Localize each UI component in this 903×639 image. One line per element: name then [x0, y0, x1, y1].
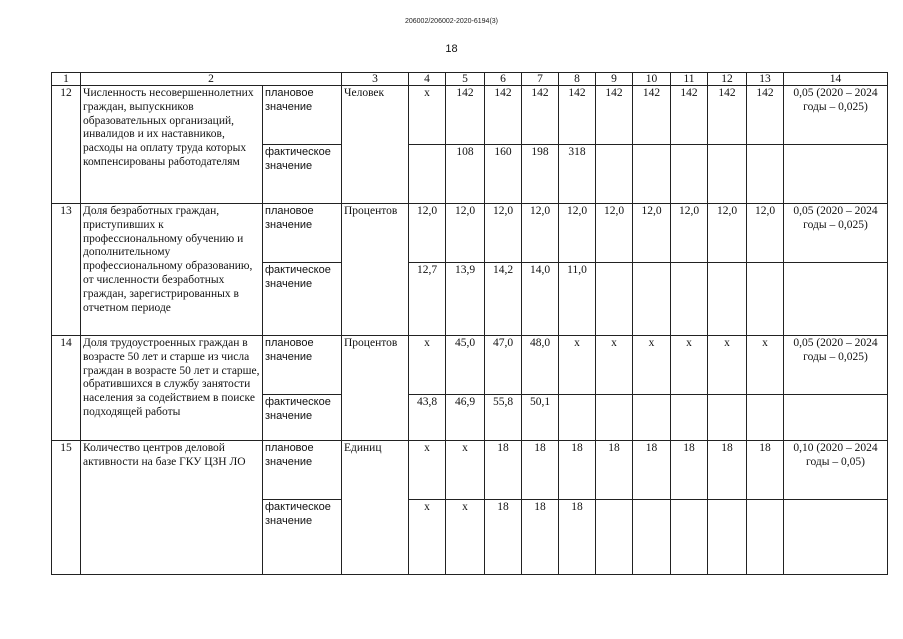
plan-value-col-7: 48,0: [522, 336, 559, 395]
col-header-10: 10: [633, 73, 671, 86]
plan-value-col-8: x: [559, 336, 596, 395]
unit-of-measure: Процентов: [342, 204, 409, 336]
col14-value: 0,10 (2020 – 2024 годы – 0,05): [784, 441, 888, 500]
plan-value-col-6: 18: [485, 441, 522, 500]
plan-value-label: плановое значение: [263, 204, 342, 263]
plan-value-col-13: 18: [747, 441, 784, 500]
column-number-row: [52, 73, 888, 86]
plan-value-col-8: 142: [559, 86, 596, 145]
plan-value-col-4: x: [409, 86, 446, 145]
fact-value-label: фактическое значение: [263, 263, 342, 336]
plan-value-col-10: 142: [633, 86, 671, 145]
indicator-name: Доля безработных граждан, приступивших к профессиональному обучению и дополнительному профессиональному образованию, от численности безработных граждан, зарегистрированных в отчетном периоде: [81, 204, 263, 336]
plan-value-col-13: x: [747, 336, 784, 395]
plan-value-col-5: 12,0: [446, 204, 485, 263]
col14-fact-empty: [784, 145, 888, 204]
fact-value-col-8: 18: [559, 500, 596, 575]
row-number: 13: [52, 204, 81, 336]
plan-value-col-11: x: [671, 336, 708, 395]
fact-value-col-7: 14,0: [522, 263, 559, 336]
fact-value-col-10: [633, 395, 671, 441]
col-header-5: 5: [446, 73, 485, 86]
col-header-14: 14: [784, 73, 888, 86]
col14-value: 0,05 (2020 – 2024 годы – 0,025): [784, 204, 888, 263]
fact-value-col-5: x: [446, 500, 485, 575]
plan-value-col-8: 12,0: [559, 204, 596, 263]
plan-value-col-11: 12,0: [671, 204, 708, 263]
indicator-name: Количество центров деловой активности на базе ГКУ ЦЗН ЛО: [81, 441, 263, 575]
fact-value-col-10: [633, 263, 671, 336]
fact-value-col-5: 108: [446, 145, 485, 204]
plan-value-col-4: 12,0: [409, 204, 446, 263]
fact-value-col-13: [747, 500, 784, 575]
fact-value-label: фактическое значение: [263, 500, 342, 575]
fact-value-col-4: [409, 145, 446, 204]
fact-value-label: фактическое значение: [263, 395, 342, 441]
plan-value-col-10: x: [633, 336, 671, 395]
page-number: 18: [445, 43, 458, 55]
plan-value-col-4: x: [409, 336, 446, 395]
fact-value-col-5: 13,9: [446, 263, 485, 336]
fact-value-col-7: 18: [522, 500, 559, 575]
fact-value-col-10: [633, 145, 671, 204]
fact-value-col-12: [708, 500, 747, 575]
fact-value-col-6: 18: [485, 500, 522, 575]
plan-value-col-12: x: [708, 336, 747, 395]
plan-value-col-12: 18: [708, 441, 747, 500]
plan-value-col-7: 142: [522, 86, 559, 145]
plan-value-label: плановое значение: [263, 336, 342, 395]
row-number: 15: [52, 441, 81, 575]
col-header-4: 4: [409, 73, 446, 86]
fact-value-col-11: [671, 500, 708, 575]
col-header-2: 2: [81, 73, 342, 86]
plan-value-col-5: 142: [446, 86, 485, 145]
fact-value-col-4: 43,8: [409, 395, 446, 441]
col-header-1: 1: [52, 73, 81, 86]
fact-value-col-11: [671, 395, 708, 441]
fact-value-label: фактическое значение: [263, 145, 342, 204]
unit-of-measure: Человек: [342, 86, 409, 204]
fact-value-col-8: 318: [559, 145, 596, 204]
plan-value-col-10: 18: [633, 441, 671, 500]
row-number: 12: [52, 86, 81, 204]
col-header-3: 3: [342, 73, 409, 86]
plan-value-col-7: 18: [522, 441, 559, 500]
plan-value-col-9: 12,0: [596, 204, 633, 263]
document-id: 206002/206002-2020-6194(3): [404, 18, 499, 25]
col-header-8: 8: [559, 73, 596, 86]
fact-value-col-4: 12,7: [409, 263, 446, 336]
fact-value-col-12: [708, 395, 747, 441]
fact-value-col-11: [671, 263, 708, 336]
table-row: [52, 441, 888, 500]
fact-value-col-9: [596, 395, 633, 441]
table-row: [52, 86, 888, 145]
col-header-7: 7: [522, 73, 559, 86]
plan-value-col-6: 12,0: [485, 204, 522, 263]
fact-value-col-4: x: [409, 500, 446, 575]
row-number: 14: [52, 336, 81, 441]
fact-value-col-7: 198: [522, 145, 559, 204]
fact-value-col-9: [596, 263, 633, 336]
plan-value-col-12: 142: [708, 86, 747, 145]
col-header-12: 12: [708, 73, 747, 86]
col-header-13: 13: [747, 73, 784, 86]
plan-value-col-13: 142: [747, 86, 784, 145]
col14-fact-empty: [784, 500, 888, 575]
plan-value-col-5: 45,0: [446, 336, 485, 395]
fact-value-col-8: [559, 395, 596, 441]
plan-value-col-7: 12,0: [522, 204, 559, 263]
col-header-11: 11: [671, 73, 708, 86]
plan-value-col-6: 47,0: [485, 336, 522, 395]
col14-value: 0,05 (2020 – 2024 годы – 0,025): [784, 86, 888, 145]
fact-value-col-6: 14,2: [485, 263, 522, 336]
col14-fact-empty: [784, 395, 888, 441]
plan-value-col-11: 142: [671, 86, 708, 145]
plan-value-col-4: x: [409, 441, 446, 500]
indicators-table: [51, 72, 888, 575]
plan-value-col-8: 18: [559, 441, 596, 500]
indicator-name: Доля трудоустроенных граждан в возрасте 50 лет и старше из числа граждан в возрасте 50 лет и старше, обратившихся в службу занятости населения за содействием в поиске подходящей работы: [81, 336, 263, 441]
fact-value-col-7: 50,1: [522, 395, 559, 441]
fact-value-col-13: [747, 263, 784, 336]
plan-value-col-9: 18: [596, 441, 633, 500]
fact-value-col-13: [747, 395, 784, 441]
plan-value-label: плановое значение: [263, 86, 342, 145]
fact-value-col-11: [671, 145, 708, 204]
fact-value-col-13: [747, 145, 784, 204]
plan-value-col-9: x: [596, 336, 633, 395]
fact-value-col-12: [708, 263, 747, 336]
fact-value-col-6: 55,8: [485, 395, 522, 441]
fact-value-col-9: [596, 500, 633, 575]
fact-value-col-6: 160: [485, 145, 522, 204]
indicator-name: Численность несовершеннолетних граждан, выпускников образовательных организаций, инвалидов и их наставников, расходы на оплату труда которых компенсированы работодателям: [81, 86, 263, 204]
fact-value-col-9: [596, 145, 633, 204]
plan-value-col-12: 12,0: [708, 204, 747, 263]
plan-value-col-13: 12,0: [747, 204, 784, 263]
fact-value-col-8: 11,0: [559, 263, 596, 336]
fact-value-col-10: [633, 500, 671, 575]
unit-of-measure: Единиц: [342, 441, 409, 575]
plan-value-col-11: 18: [671, 441, 708, 500]
table-row: [52, 336, 888, 395]
plan-value-label: плановое значение: [263, 441, 342, 500]
plan-value-col-6: 142: [485, 86, 522, 145]
fact-value-col-5: 46,9: [446, 395, 485, 441]
plan-value-col-9: 142: [596, 86, 633, 145]
col14-value: 0,05 (2020 – 2024 годы – 0,025): [784, 336, 888, 395]
table-row: [52, 204, 888, 263]
plan-value-col-10: 12,0: [633, 204, 671, 263]
fact-value-col-12: [708, 145, 747, 204]
col-header-9: 9: [596, 73, 633, 86]
unit-of-measure: Процентов: [342, 336, 409, 441]
col14-fact-empty: [784, 263, 888, 336]
plan-value-col-5: x: [446, 441, 485, 500]
col-header-6: 6: [485, 73, 522, 86]
